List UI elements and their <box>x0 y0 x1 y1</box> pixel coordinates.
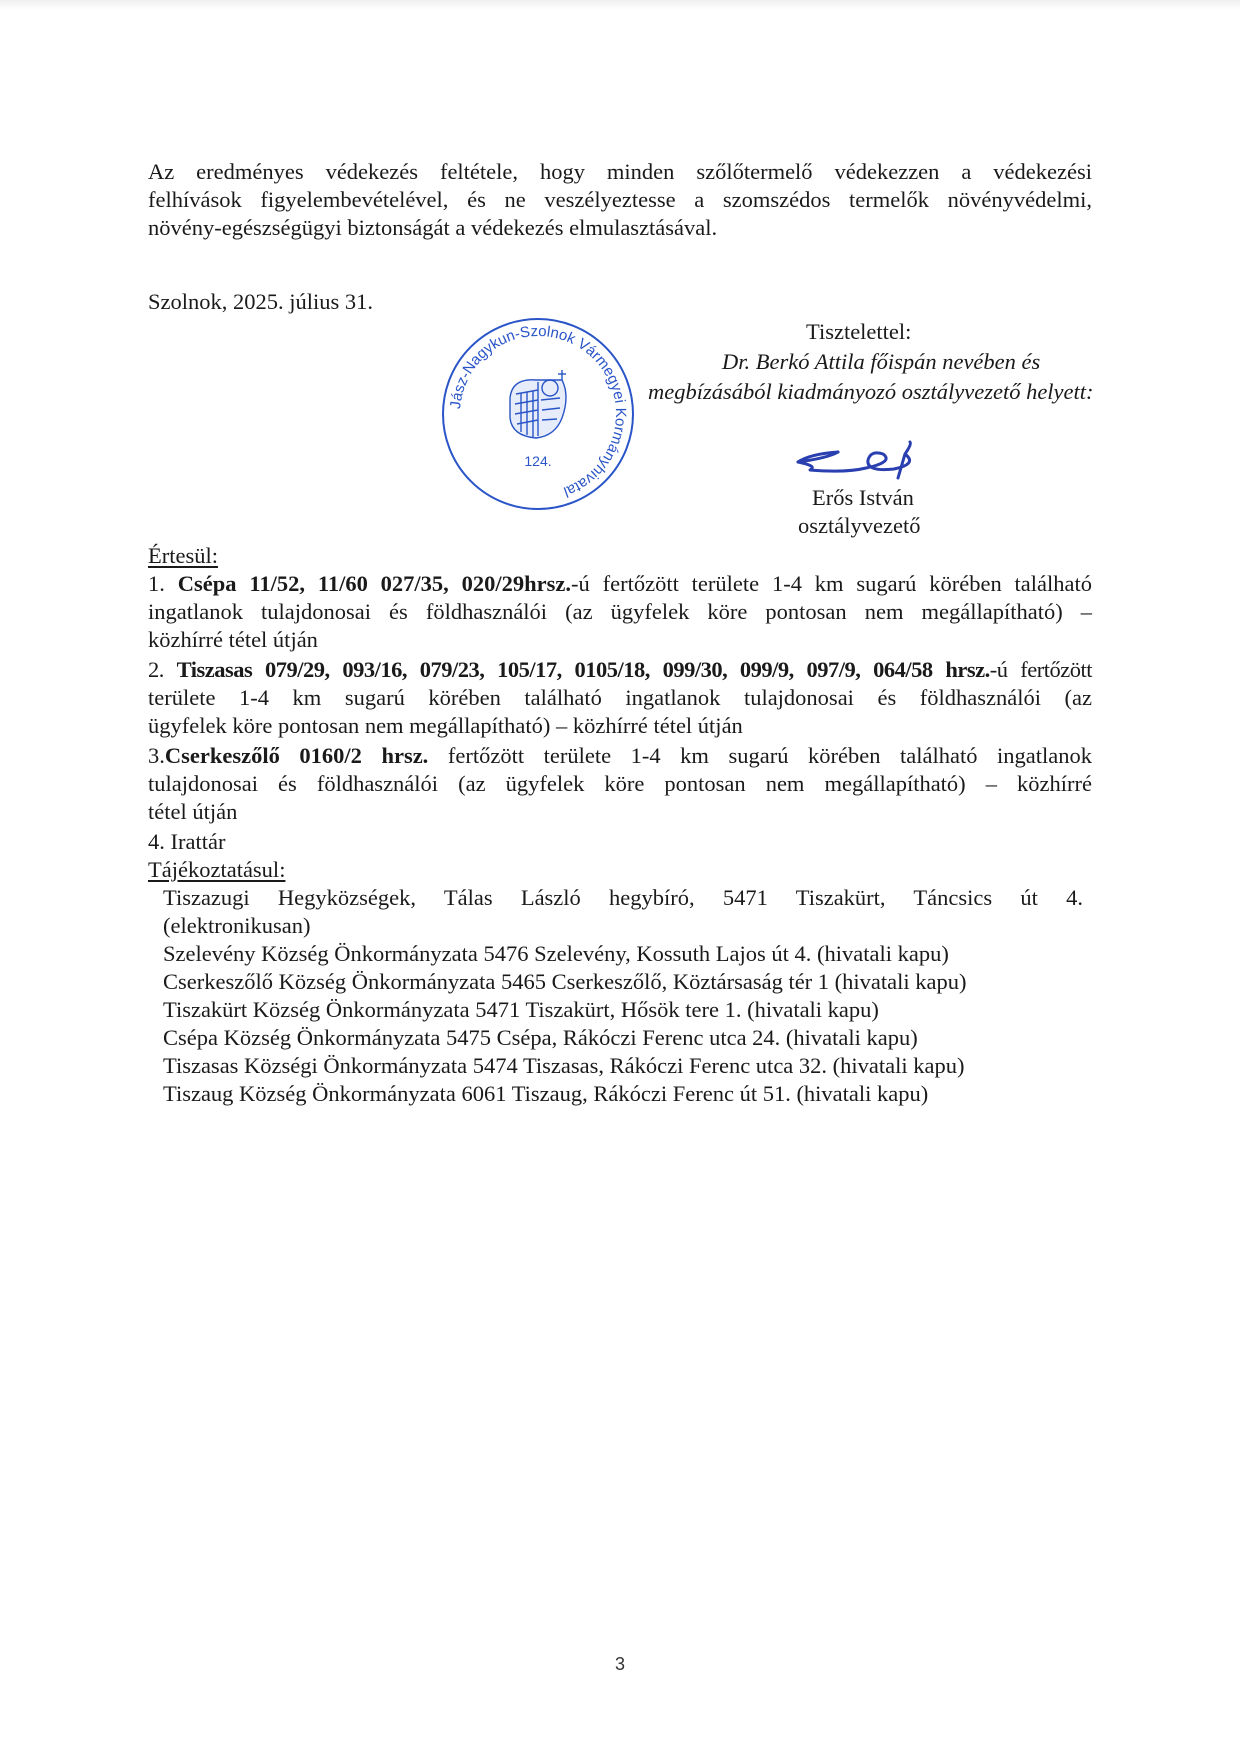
info-line: Tiszaug Község Önkormányzata 6061 Tiszaug, Rákóczi Ferenc út 51. (hivatali kapu) <box>163 1081 929 1106</box>
recipient-1-parcels: Csépa 11/52, 11/60 027/35, 020/29hrsz. <box>177 571 572 596</box>
recipient-3-line-1: 3.Cserkeszőlő 0160/2 hrsz. fertőzött területe 1-4 km sugarú körében található ingatlanok <box>148 743 1092 768</box>
info-line: Csépa Község Önkormányzata 5475 Csépa, Rákóczi Ferenc utca 24. (hivatali kapu) <box>163 1025 918 1050</box>
info-line: Cserkeszőlő Község Önkormányzata 5465 Cserkeszőlő, Köztársaság tér 1 (hivatali kapu) <box>163 969 967 994</box>
stamp-text: Jász-Nagykun-Szolnok Vármegyei Kormányhivatal <box>447 322 630 501</box>
info-heading: Tájékoztatásul: <box>148 857 286 882</box>
recipients-heading: Értesül: <box>148 543 218 568</box>
recipient-2-line-2: területe 1-4 km sugarú körében található ingatlanok tulajdonosai és földhasználói (az <box>148 685 1092 710</box>
scan-edge <box>0 0 1240 10</box>
intro-line-1: Az eredményes védekezés feltétele, hogy minden szőlőtermelő védekezzen a védekezési <box>148 159 1092 184</box>
closing-greeting: Tisztelettel: <box>806 319 912 344</box>
info-line: Tiszasas Községi Önkormányzata 5474 Tiszasas, Rákóczi Ferenc utca 32. (hivatali kapu) <box>163 1053 965 1078</box>
recipient-1-line-2: ingatlanok tulajdonosai és földhasználói (az ügyfelek köre pontosan nem megállapítható) – <box>148 599 1092 624</box>
handwritten-signature <box>790 440 940 480</box>
signer-title: osztályvezető <box>798 513 921 538</box>
on-behalf-line-2: megbízásából kiadmányozó osztályvezető helyett: <box>648 379 1094 404</box>
info-line: Szelevény Község Önkormányzata 5476 Szelevény, Kossuth Lajos út 4. (hivatali kapu) <box>163 941 949 966</box>
recipient-item-4: 4. Irattár <box>148 829 226 854</box>
recipient-2-line-1: 2. Tiszasas 079/29, 093/16, 079/23, 105/17, 0105/18, 099/30, 099/9, 097/9, 064/58 hrsz.-ú fertőzött <box>148 657 1092 682</box>
info-line-first-cont: (elektronikusan) <box>163 913 311 938</box>
on-behalf-line-1: Dr. Berkó Attila főispán nevében és <box>722 349 1041 374</box>
date-line: Szolnok, 2025. július 31. <box>148 289 374 314</box>
recipient-3-line-2: tulajdonosai és földhasználói (az ügyfelek köre pontosan nem megállapítható) – közhírré <box>148 771 1092 796</box>
page-number: 3 <box>614 1654 625 1674</box>
intro-line-2: felhívások figyelembevételével, és ne veszélyeztesse a szomszédos termelők növényvédelmi, <box>148 187 1092 212</box>
recipient-2-parcels: Tiszasas 079/29, 093/16, 079/23, 105/17, 0105/18, 099/30, 099/9, 097/9, 064/58 hrsz. <box>176 657 990 682</box>
recipient-1-line-1: 1. Csépa 11/52, 11/60 027/35, 020/29hrsz.-ú fertőzött területe 1-4 km sugarú körében található <box>148 571 1093 596</box>
recipient-3-parcels: Cserkeszőlő 0160/2 hrsz. <box>164 743 429 768</box>
coat-of-arms-icon <box>510 370 566 438</box>
stamp-number: 124. <box>524 453 552 469</box>
recipient-1-line-3: közhírré tétel útján <box>148 627 318 652</box>
signer-name: Erős István <box>812 485 914 510</box>
official-stamp <box>440 316 636 512</box>
intro-line-3: növény-egészségügyi biztonságát a védekezés elmulasztásával. <box>148 215 718 240</box>
recipient-3-line-3: tétel útján <box>148 799 238 824</box>
recipient-2-line-3: ügyfelek köre pontosan nem megállapítható) – közhírré tétel útján <box>148 713 743 738</box>
info-line-first: Tiszazugi Hegyközségek, Tálas László hegybíró, 5471 Tiszakürt, Táncsics út 4. <box>163 885 1083 910</box>
info-line: Tiszakürt Község Önkormányzata 5471 Tiszakürt, Hősök tere 1. (hivatali kapu) <box>163 997 879 1022</box>
